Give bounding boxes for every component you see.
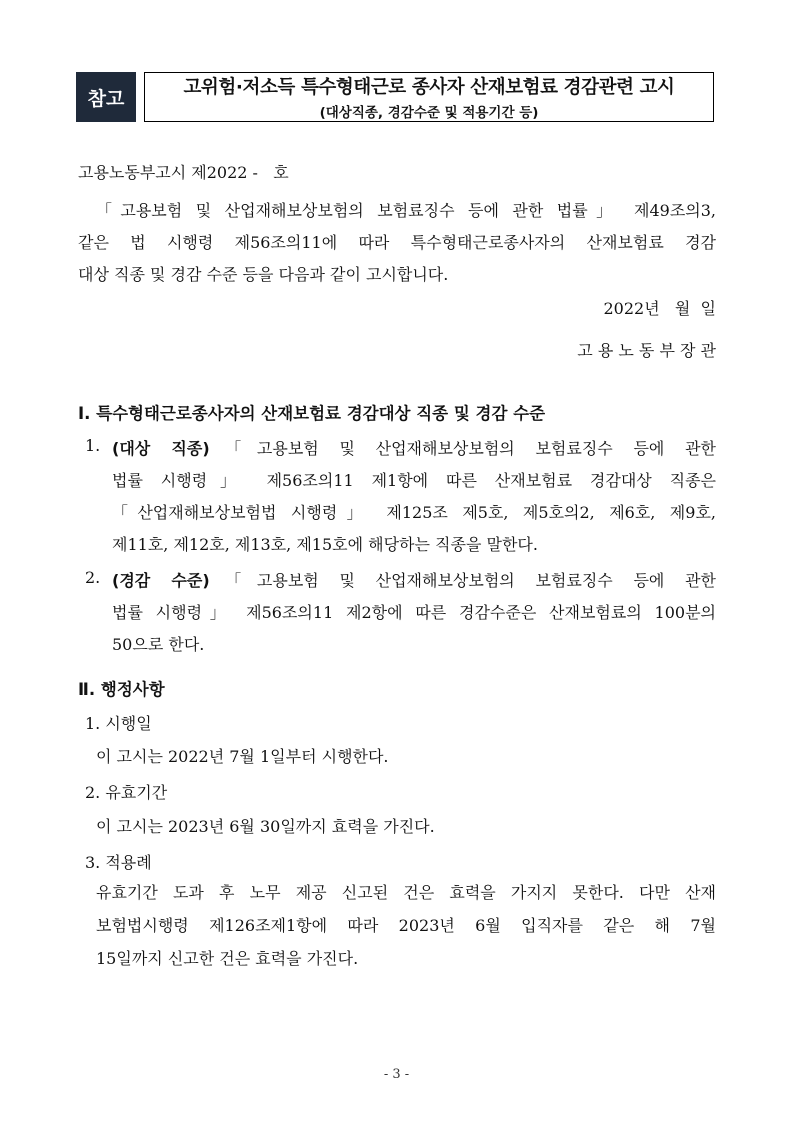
admin-item-3-line-1: 유효기간 도과 후 노무 제공 신고된 건은 효력을 가지지 못한다. 다만 산재 [96,883,716,902]
admin-item-3-line-2: 보험법시행령 제126조제1항에 따라 2023년 6월 입직자를 같은 해 7월 [96,916,716,935]
item-2-text-1: 「고용보험 및 산업재해보상보험의 보험료징수 등에 관한 [209,571,716,590]
document-header [76,72,714,122]
admin-item-3-label: 3. 적용례 [85,853,152,872]
document-subtitle: (대상직종, 경감수준 및 적용기간 등) [319,105,539,121]
item-1-line-1 [112,436,716,459]
intro-line-2: 같은 법 시행령 제56조의11에 따라 특수형태근로종사자의 산재보험료 경감 [78,233,716,252]
reference-badge: 참고 [76,72,136,122]
page-number: - 3 - [383,1067,410,1082]
item-2-line-2: 법률 시행령」 제56조의11 제2항에 따른 경감수준은 산재보험료의 100분의 [112,603,716,622]
section-2-title: Ⅱ. 행정사항 [78,680,165,699]
intro-line-1: 「고용보험 및 산업재해보상보험의 보험료징수 등에 관한 법률」 제49조의3, [96,201,716,220]
item-1-line-3: 「산업재해보상보험법 시행령」 제125조 제5호, 제5호의2, 제6호, 제9호, [112,503,716,522]
item-2-line-1 [112,568,716,591]
item-1-line-2: 법률 시행령」 제56조의11 제1항에 따른 산재보험료 경감대상 직종은 [112,471,716,490]
admin-item-3-line-3: 15일까지 신고한 건은 효력을 가진다. [96,949,359,968]
item-1-number: 1. [85,436,101,455]
admin-item-1-label: 1. 시행일 [85,714,152,733]
title-box [144,72,714,122]
item-1-heading: (대상 직종) [112,439,210,458]
notice-date: 2022년 월 일 [603,299,716,318]
document-title: 고위험·저소득 특수형태근로 종사자 산재보험료 경감관련 고시 [183,77,675,98]
admin-item-2-text: 이 고시는 2023년 6월 30일까지 효력을 가진다. [96,817,435,836]
issuer: 고 용 노 동 부 장 관 [577,341,716,360]
item-2-heading: (경감 수준) [112,571,210,590]
item-2-line-3: 50으로 한다. [112,635,205,654]
intro-line-3: 대상 직종 및 경감 수준 등을 다음과 같이 고시합니다. [78,265,449,284]
section-1-title: Ⅰ. 특수형태근로종사자의 산재보험료 경감대상 직종 및 경감 수준 [78,404,546,423]
item-1-text-1: 「고용보험 및 산업재해보상보험의 보험료징수 등에 관한 [209,439,716,458]
admin-item-1-text: 이 고시는 2022년 7월 1일부터 시행한다. [96,747,389,766]
notice-number: 고용노동부고시 제2022 - 호 [78,163,289,182]
item-2-number: 2. [85,568,101,587]
admin-item-2-label: 2. 유효기간 [85,783,168,802]
item-1-line-4: 제11호, 제12호, 제13호, 제15호에 해당하는 직종을 말한다. [112,535,538,554]
